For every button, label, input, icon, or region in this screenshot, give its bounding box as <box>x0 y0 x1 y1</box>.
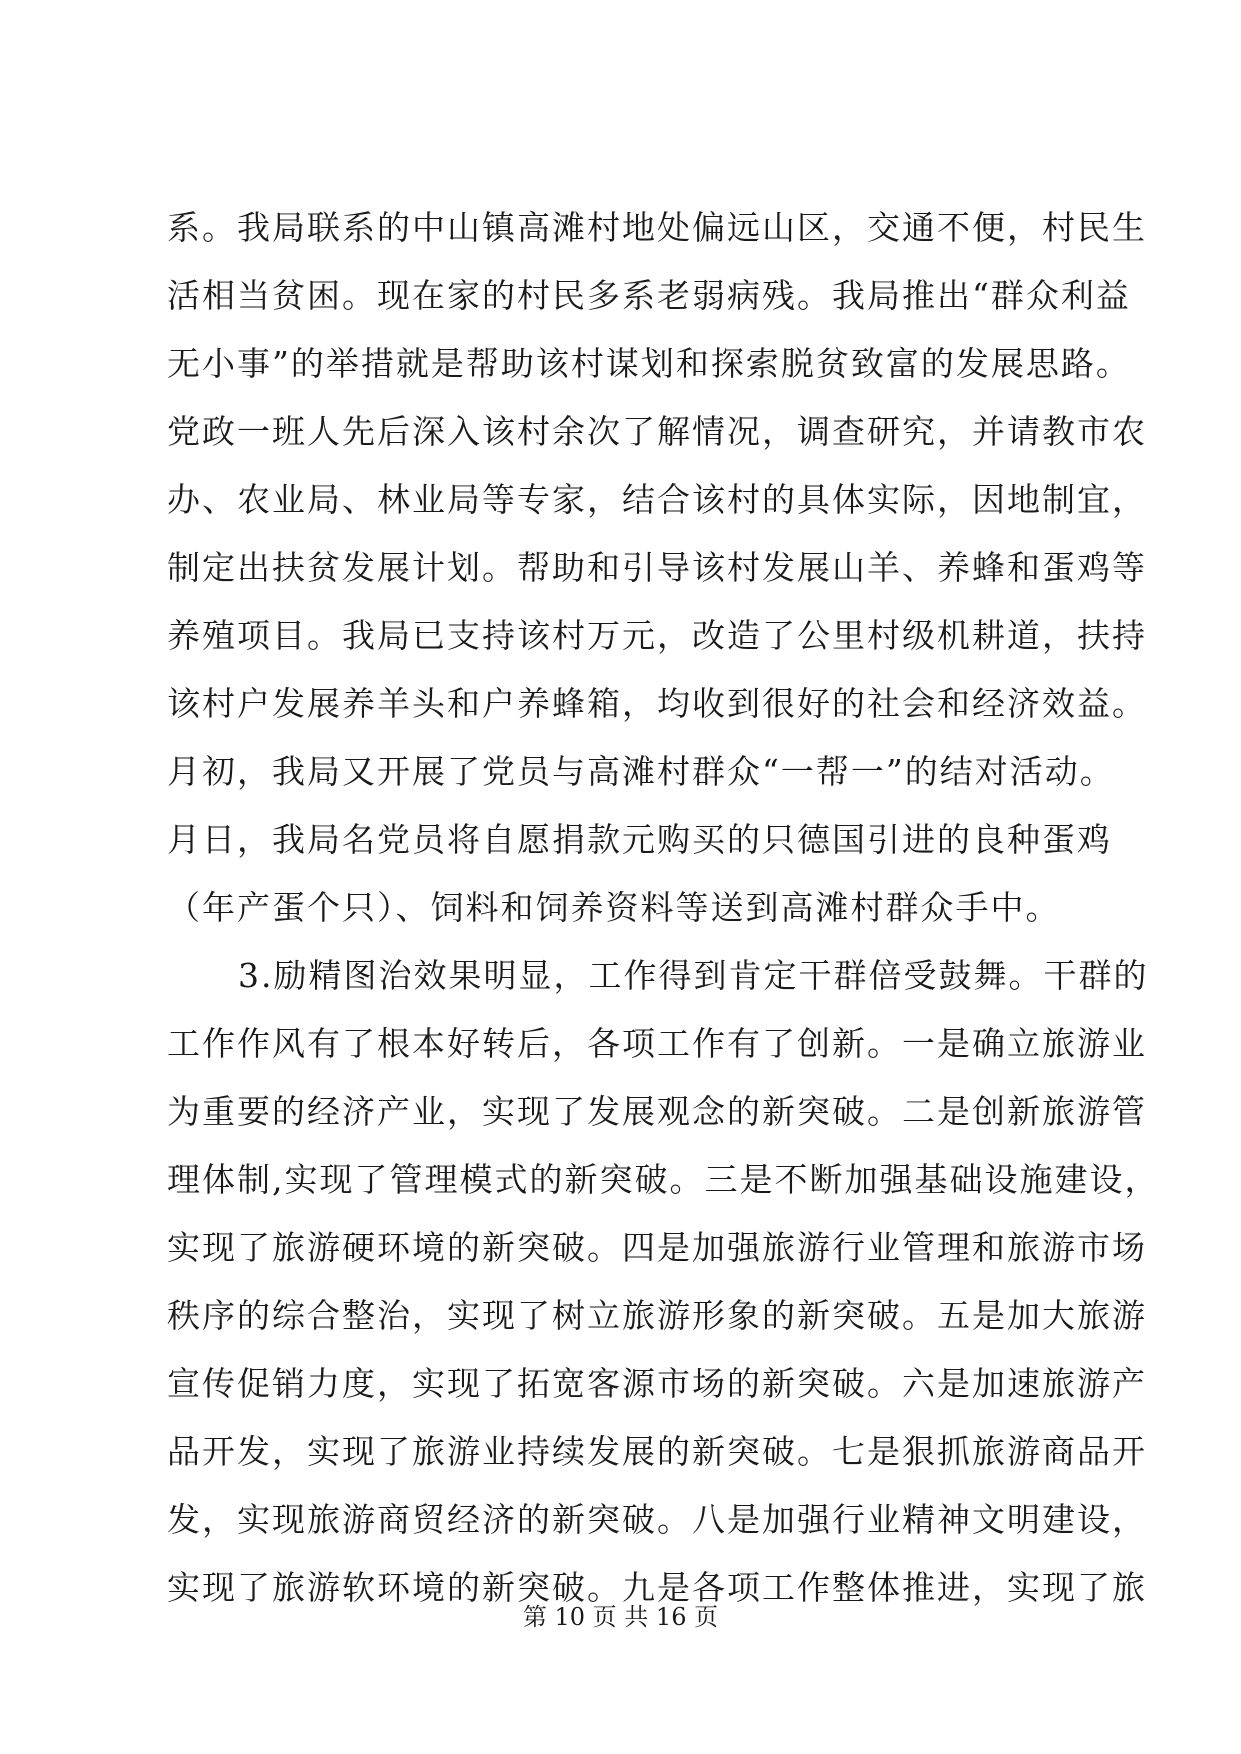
paragraph-first-line: 3.励精图治效果明显，工作得到肯定干群倍受鼓舞。干群的 <box>238 956 1149 995</box>
body-text-line: 活相当贫困。现在家的村民多系老弱病残。我局推出“群众利益 <box>167 276 1131 315</box>
body-text-line: 理体制,实现了管理模式的新突破。三是不断加强基础设施建设， <box>167 1160 1160 1199</box>
body-text-line: 月日，我局名党员将自愿捐款元购买的只德国引进的良种蛋鸡 <box>167 820 1112 859</box>
body-text-line: 系。我局联系的中山镇高滩村地处偏远山区，交通不便，村民生 <box>167 208 1147 247</box>
body-text-line: 工作作风有了根本好转后，各项工作有了创新。一是确立旅游业 <box>167 1024 1147 1063</box>
body-text-line: 实现了旅游软环境的新突破。九是各项工作整体推进，实现了旅 <box>167 1568 1147 1607</box>
body-text-line: 该村户发展养羊头和户养蜂箱，均收到很好的社会和经济效益。 <box>167 684 1147 723</box>
body-text-line: 宣传促销力度，实现了拓宽客源市场的新突破。六是加速旅游产 <box>167 1364 1147 1403</box>
body-text-line: 月初，我局又开展了党员与高滩村群众“一帮一”的结对活动。 <box>167 752 1115 791</box>
body-text-line: 养殖项目。我局已支持该村万元，改造了公里村级机耕道，扶持 <box>167 616 1147 655</box>
body-text-line: 品开发，实现了旅游业持续发展的新突破。七是狠抓旅游商品开 <box>167 1432 1147 1471</box>
body-text-line: 为重要的经济产业，实现了发展观念的新突破。二是创新旅游管 <box>167 1092 1147 1131</box>
body-text-line: 无小事”的举措就是帮助该村谋划和探索脱贫致富的发展思路。 <box>167 344 1131 383</box>
body-text-line: 发，实现旅游商贸经济的新突破。八是加强行业精神文明建设， <box>167 1500 1147 1539</box>
body-text-line: 秩序的综合整治，实现了树立旅游形象的新突破。五是加大旅游 <box>167 1296 1147 1335</box>
body-text-line: 党政一班人先后深入该村余次了解情况，调查研究，并请教市农 <box>167 412 1147 451</box>
body-text-line: （年产蛋个只）、饲料和饲养资料等送到高滩村群众手中。 <box>167 888 1061 927</box>
body-text-line: 制定出扶贫发展计划。帮助和引导该村发展山羊、养蜂和蛋鸡等 <box>167 548 1147 587</box>
page-number-footer: 第 10 页 共 16 页 <box>522 1603 719 1631</box>
body-text-line: 实现了旅游硬环境的新突破。四是加强旅游行业管理和旅游市场 <box>167 1228 1147 1267</box>
body-text-line: 办、农业局、林业局等专家，结合该村的具体实际，因地制宜， <box>167 480 1147 519</box>
